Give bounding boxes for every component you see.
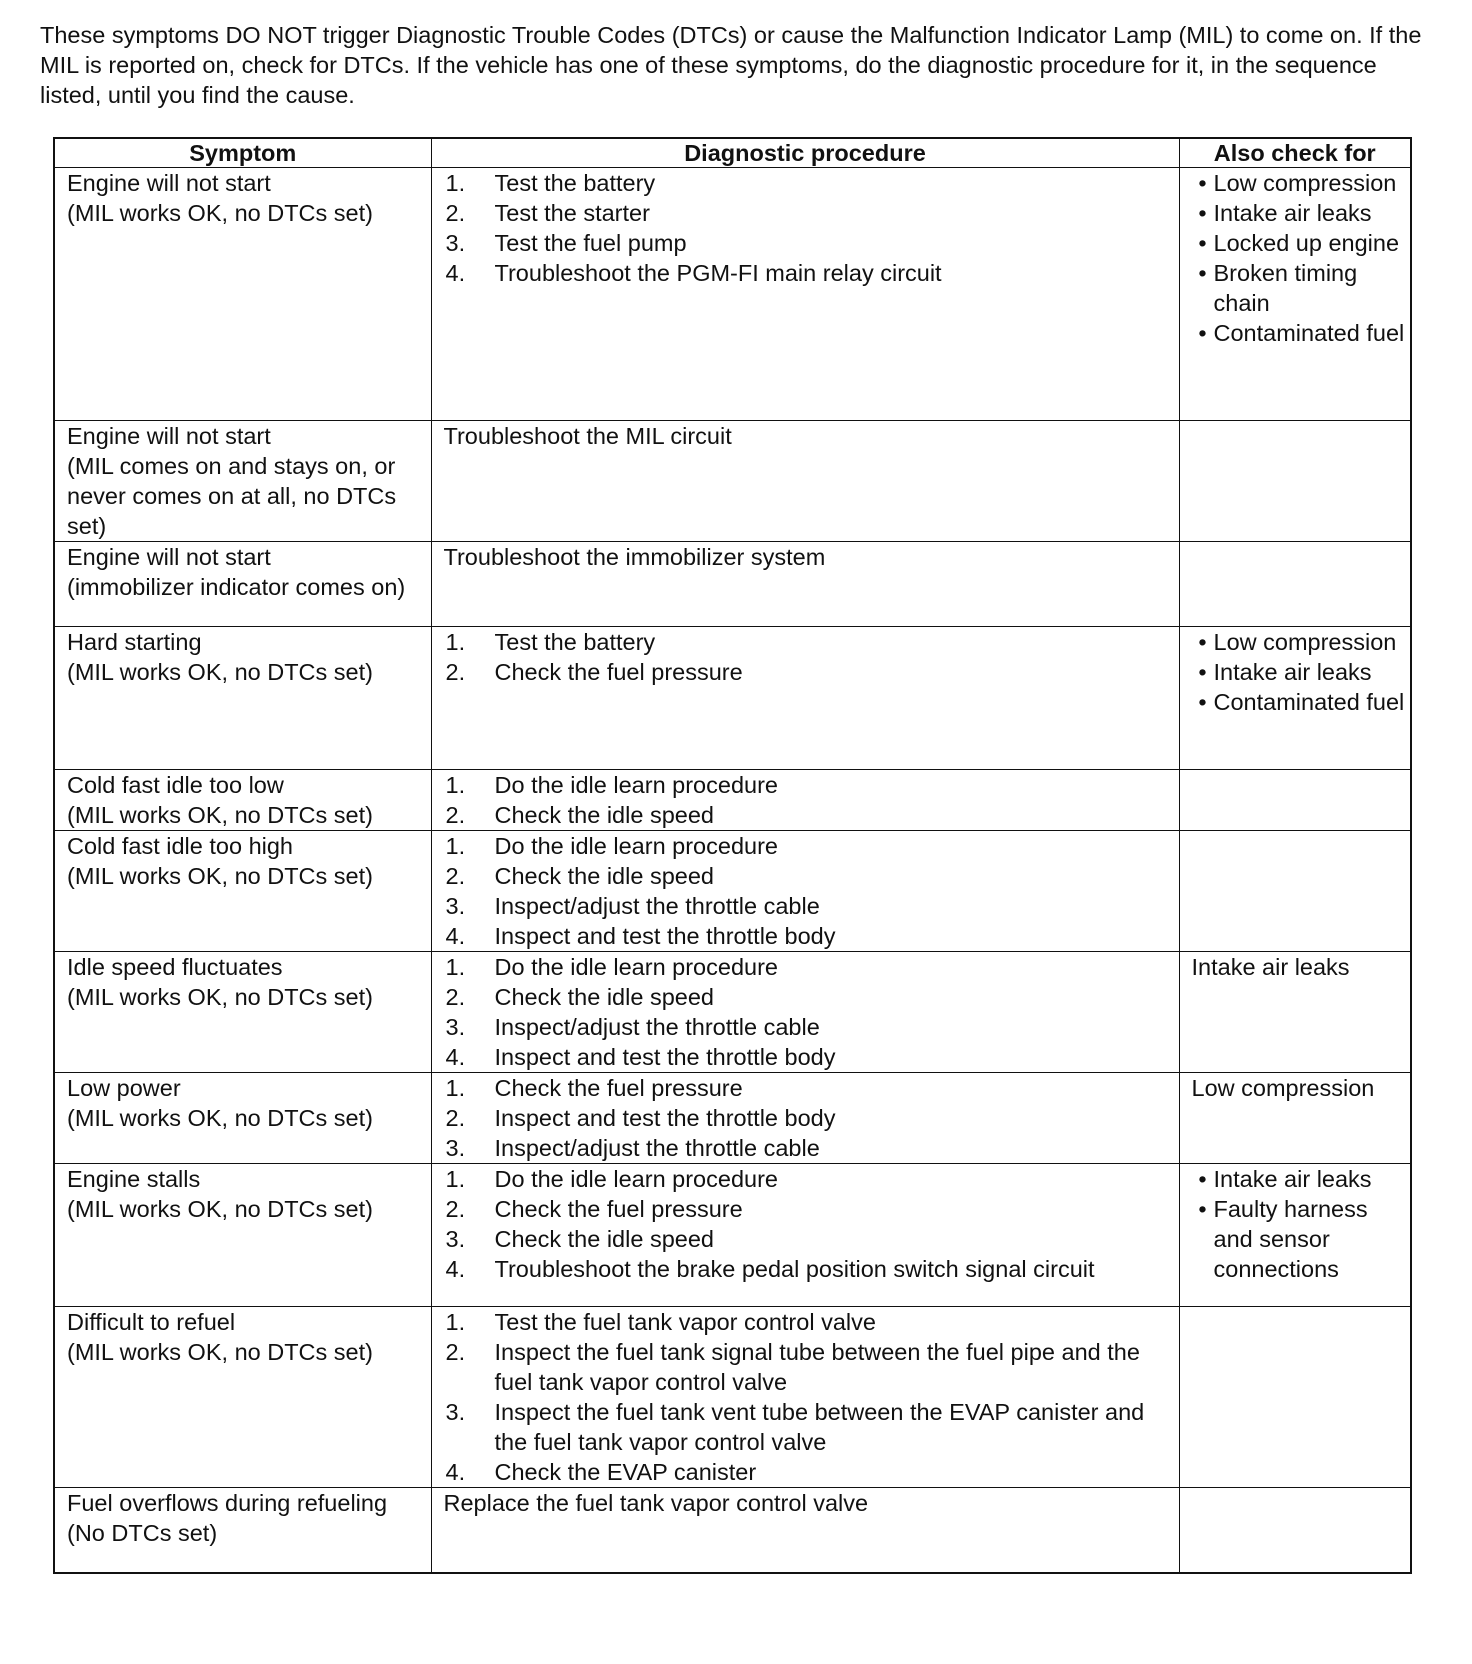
symptom-table: [53, 137, 1412, 1574]
procedure-list: [446, 1307, 1179, 1487]
also-check-text: Low compression: [1213, 629, 1397, 655]
also-check-item: [1192, 258, 1411, 318]
step-text: Inspect and test the throttle body: [494, 1044, 836, 1070]
also-check-cell: [1179, 1073, 1411, 1164]
also-check-list: [1192, 1164, 1411, 1284]
bullet-icon: •: [1198, 629, 1207, 655]
header-symptom: Symptom: [54, 138, 431, 168]
step-number: 2.: [445, 863, 466, 889]
table-row: [54, 770, 1411, 831]
procedure-cell: [431, 1307, 1179, 1488]
header-diagnostic-procedure: Diagnostic procedure: [431, 138, 1179, 168]
bullet-icon: •: [1198, 260, 1207, 286]
also-check-cell: [1179, 952, 1411, 1073]
symptom-title: Engine stalls: [67, 1166, 201, 1192]
procedure-list: [446, 952, 1179, 1072]
also-check-text: Intake air leaks: [1191, 954, 1350, 980]
symptom-condition: (MIL works OK, no DTCs set): [67, 200, 373, 226]
step-text: Inspect/adjust the throttle cable: [494, 893, 820, 919]
also-check-text: Broken timing chain: [1213, 260, 1358, 316]
symptom-condition: (MIL works OK, no DTCs set): [67, 984, 373, 1010]
also-check-text: Intake air leaks: [1213, 1166, 1372, 1192]
procedure-step: [446, 198, 1179, 228]
intro-paragraph: These symptoms DO NOT trigger Diagnostic Trouble Codes (DTCs) or cause the Malfunction Indicator Lamp (MIL) to come on. If the MIL is reported on, check for DTCs. If the vehicle has one of these symptoms, do the diagnostic procedure for it, in the sequence listed, until you find the cause.: [40, 22, 1422, 108]
procedure-step: [446, 891, 1179, 921]
also-check-cell: [1179, 1488, 1411, 1573]
step-text: Check the EVAP canister: [494, 1459, 757, 1485]
step-text: Inspect/adjust the throttle cable: [494, 1135, 820, 1161]
table-header-row: [54, 138, 1411, 168]
step-number: 1.: [445, 1075, 466, 1101]
step-number: 1.: [445, 1166, 466, 1192]
procedure-step: [446, 168, 1179, 198]
also-check-cell: [1179, 627, 1411, 770]
symptom-condition: (No DTCs set): [67, 1520, 218, 1546]
symptom-cell: [54, 831, 431, 952]
symptom-cell: [54, 542, 431, 627]
procedure-cell: [431, 542, 1179, 627]
also-check-text: Low compression: [1191, 1075, 1375, 1101]
step-text: Troubleshoot the brake pedal position switch signal circuit: [494, 1256, 1095, 1282]
step-number: 2.: [445, 1196, 466, 1222]
bullet-icon: •: [1198, 320, 1207, 346]
table-row: [54, 1488, 1411, 1573]
procedure-step: [446, 1012, 1179, 1042]
also-check-list: [1192, 168, 1411, 348]
step-number: 1.: [445, 170, 466, 196]
step-text: Do the idle learn procedure: [494, 1166, 778, 1192]
step-text: Inspect and test the throttle body: [494, 1105, 836, 1131]
also-check-item: [1192, 318, 1411, 348]
also-check-item: [1192, 228, 1411, 258]
also-check-cell: [1179, 421, 1411, 542]
symptom-cell: [54, 168, 431, 421]
procedure-list: [446, 627, 1179, 687]
also-check-text: Intake air leaks: [1213, 659, 1372, 685]
also-check-cell: [1179, 831, 1411, 952]
step-text: Do the idle learn procedure: [494, 772, 778, 798]
procedure-cell: [431, 1488, 1179, 1573]
step-number: 1.: [445, 954, 466, 980]
step-number: 3.: [445, 230, 466, 256]
procedure-text: Troubleshoot the immobilizer system: [443, 544, 826, 570]
symptom-title: Engine will not start: [67, 544, 271, 570]
symptom-condition: (MIL works OK, no DTCs set): [67, 1196, 373, 1222]
step-number: 2.: [445, 200, 466, 226]
procedure-step: [446, 1224, 1179, 1254]
step-number: 1.: [445, 772, 466, 798]
step-number: 1.: [445, 1309, 466, 1335]
step-text: Inspect the fuel tank signal tube between the fuel pipe and the fuel tank vapor control valve: [494, 1339, 1140, 1395]
also-check-item: [1192, 1164, 1411, 1194]
step-number: 2.: [445, 1339, 466, 1365]
step-text: Test the fuel pump: [494, 230, 687, 256]
step-number: 3.: [445, 1135, 466, 1161]
symptom-cell: [54, 952, 431, 1073]
symptom-cell: [54, 1073, 431, 1164]
procedure-list: [446, 1073, 1179, 1163]
symptom-cell: [54, 1164, 431, 1307]
also-check-cell: [1179, 542, 1411, 627]
table-row: [54, 627, 1411, 770]
step-text: Check the fuel pressure: [494, 1196, 743, 1222]
step-text: Check the idle speed: [494, 863, 714, 889]
bullet-icon: •: [1198, 1166, 1207, 1192]
procedure-cell: [431, 770, 1179, 831]
step-text: Test the battery: [494, 629, 656, 655]
bullet-icon: •: [1198, 170, 1207, 196]
step-text: Check the idle speed: [494, 984, 714, 1010]
symptom-condition: (MIL works OK, no DTCs set): [67, 659, 373, 685]
step-text: Do the idle learn procedure: [494, 833, 778, 859]
also-check-list: [1192, 627, 1411, 717]
table-row: [54, 1073, 1411, 1164]
symptom-title: Cold fast idle too low: [67, 772, 284, 798]
also-check-cell: [1179, 770, 1411, 831]
procedure-step: [446, 258, 1179, 288]
procedure-step: [446, 831, 1179, 861]
also-check-text: Contaminated fuel: [1213, 320, 1405, 346]
symptom-title: Fuel overflows during refueling: [67, 1490, 388, 1516]
bullet-icon: •: [1198, 659, 1207, 685]
step-number: 2.: [445, 659, 466, 685]
step-text: Check the fuel pressure: [494, 1075, 743, 1101]
bullet-icon: •: [1198, 200, 1207, 226]
symptom-title: Difficult to refuel: [67, 1309, 236, 1335]
procedure-list: [446, 168, 1179, 288]
table-body: [54, 168, 1411, 1573]
step-number: 3.: [445, 1399, 466, 1425]
step-number: 3.: [445, 1226, 466, 1252]
step-number: 4.: [445, 1044, 466, 1070]
procedure-cell: [431, 1164, 1179, 1307]
step-text: Inspect/adjust the throttle cable: [494, 1014, 820, 1040]
symptom-condition: (MIL works OK, no DTCs set): [67, 802, 373, 828]
table-row: [54, 952, 1411, 1073]
table-row: [54, 168, 1411, 421]
procedure-step: [446, 800, 1179, 830]
header-also-check-for: Also check for: [1179, 138, 1411, 168]
also-check-text: Faulty harness and sensor connections: [1213, 1196, 1368, 1282]
procedure-cell: [431, 168, 1179, 421]
procedure-list: [446, 770, 1179, 830]
procedure-step: [446, 861, 1179, 891]
symptom-title: Engine will not start: [67, 170, 271, 196]
step-text: Inspect the fuel tank vent tube between the EVAP canister and the fuel tank vapor control valve: [494, 1399, 1145, 1455]
procedure-cell: [431, 952, 1179, 1073]
step-number: 4.: [445, 923, 466, 949]
step-number: 1.: [445, 833, 466, 859]
also-check-item: [1192, 198, 1411, 228]
procedure-step: [446, 770, 1179, 800]
procedure-step: [446, 1457, 1179, 1487]
table-row: [54, 421, 1411, 542]
also-check-cell: [1179, 1164, 1411, 1307]
also-check-item: [1192, 687, 1411, 717]
symptom-title: Idle speed fluctuates: [67, 954, 283, 980]
table-row: [54, 1164, 1411, 1307]
step-number: 3.: [445, 1014, 466, 1040]
procedure-step: [446, 952, 1179, 982]
procedure-cell: [431, 1073, 1179, 1164]
step-number: 3.: [445, 893, 466, 919]
symptom-title: Cold fast idle too high: [67, 833, 294, 859]
procedure-step: [446, 1307, 1179, 1337]
procedure-step: [446, 627, 1179, 657]
symptom-title: Engine will not start: [67, 423, 271, 449]
step-number: 2.: [445, 1105, 466, 1131]
also-check-item: [1192, 168, 1411, 198]
step-number: 1.: [445, 629, 466, 655]
step-text: Check the idle speed: [494, 1226, 714, 1252]
procedure-step: [446, 1073, 1179, 1103]
procedure-step: [446, 1164, 1179, 1194]
symptom-title: Low power: [67, 1075, 181, 1101]
procedure-step: [446, 657, 1179, 687]
step-number: 4.: [445, 1256, 466, 1282]
step-number: 4.: [445, 260, 466, 286]
symptom-title: Hard starting: [67, 629, 202, 655]
also-check-text: Locked up engine: [1213, 230, 1400, 256]
procedure-step: [446, 1254, 1179, 1284]
bullet-icon: •: [1198, 689, 1207, 715]
table-row: [54, 1307, 1411, 1488]
symptom-cell: [54, 770, 431, 831]
symptom-condition: (MIL works OK, no DTCs set): [67, 863, 373, 889]
procedure-cell: [431, 421, 1179, 542]
step-text: Check the fuel pressure: [494, 659, 743, 685]
procedure-cell: [431, 831, 1179, 952]
also-check-item: [1192, 627, 1411, 657]
procedure-text: Troubleshoot the MIL circuit: [443, 423, 732, 449]
procedure-step: [446, 228, 1179, 258]
procedure-step: [446, 1337, 1179, 1397]
step-text: Inspect and test the throttle body: [494, 923, 836, 949]
also-check-cell: [1179, 168, 1411, 421]
bullet-icon: •: [1198, 230, 1207, 256]
step-number: 4.: [445, 1459, 466, 1485]
table-row: [54, 831, 1411, 952]
also-check-text: Intake air leaks: [1213, 200, 1372, 226]
step-text: Test the fuel tank vapor control valve: [494, 1309, 876, 1335]
also-check-cell: [1179, 1307, 1411, 1488]
procedure-step: [446, 1042, 1179, 1072]
procedure-step: [446, 1103, 1179, 1133]
step-text: Test the starter: [494, 200, 650, 226]
also-check-item: [1192, 1194, 1411, 1284]
procedure-list: [446, 1164, 1179, 1284]
also-check-text: Low compression: [1213, 170, 1397, 196]
procedure-text: Replace the fuel tank vapor control valve: [443, 1490, 869, 1516]
step-number: 2.: [445, 984, 466, 1010]
table-row: [54, 542, 1411, 627]
step-text: Test the battery: [494, 170, 656, 196]
step-number: 2.: [445, 802, 466, 828]
step-text: Do the idle learn procedure: [494, 954, 778, 980]
procedure-step: [446, 1397, 1179, 1457]
procedure-list: [446, 831, 1179, 951]
symptom-condition: (MIL works OK, no DTCs set): [67, 1339, 373, 1365]
procedure-step: [446, 1194, 1179, 1224]
symptom-cell: [54, 1488, 431, 1573]
step-text: Troubleshoot the PGM-FI main relay circuit: [494, 260, 942, 286]
symptom-cell: [54, 627, 431, 770]
step-text: Check the idle speed: [494, 802, 714, 828]
procedure-step: [446, 982, 1179, 1012]
procedure-step: [446, 921, 1179, 951]
symptom-cell: [54, 1307, 431, 1488]
procedure-cell: [431, 627, 1179, 770]
also-check-text: Contaminated fuel: [1213, 689, 1405, 715]
procedure-step: [446, 1133, 1179, 1163]
symptom-condition: (MIL comes on and stays on, or never comes on at all, no DTCs set): [67, 453, 397, 539]
symptom-cell: [54, 421, 431, 542]
bullet-icon: •: [1198, 1196, 1207, 1222]
also-check-item: [1192, 657, 1411, 687]
symptom-condition: (MIL works OK, no DTCs set): [67, 1105, 373, 1131]
symptom-condition: (immobilizer indicator comes on): [67, 574, 406, 600]
